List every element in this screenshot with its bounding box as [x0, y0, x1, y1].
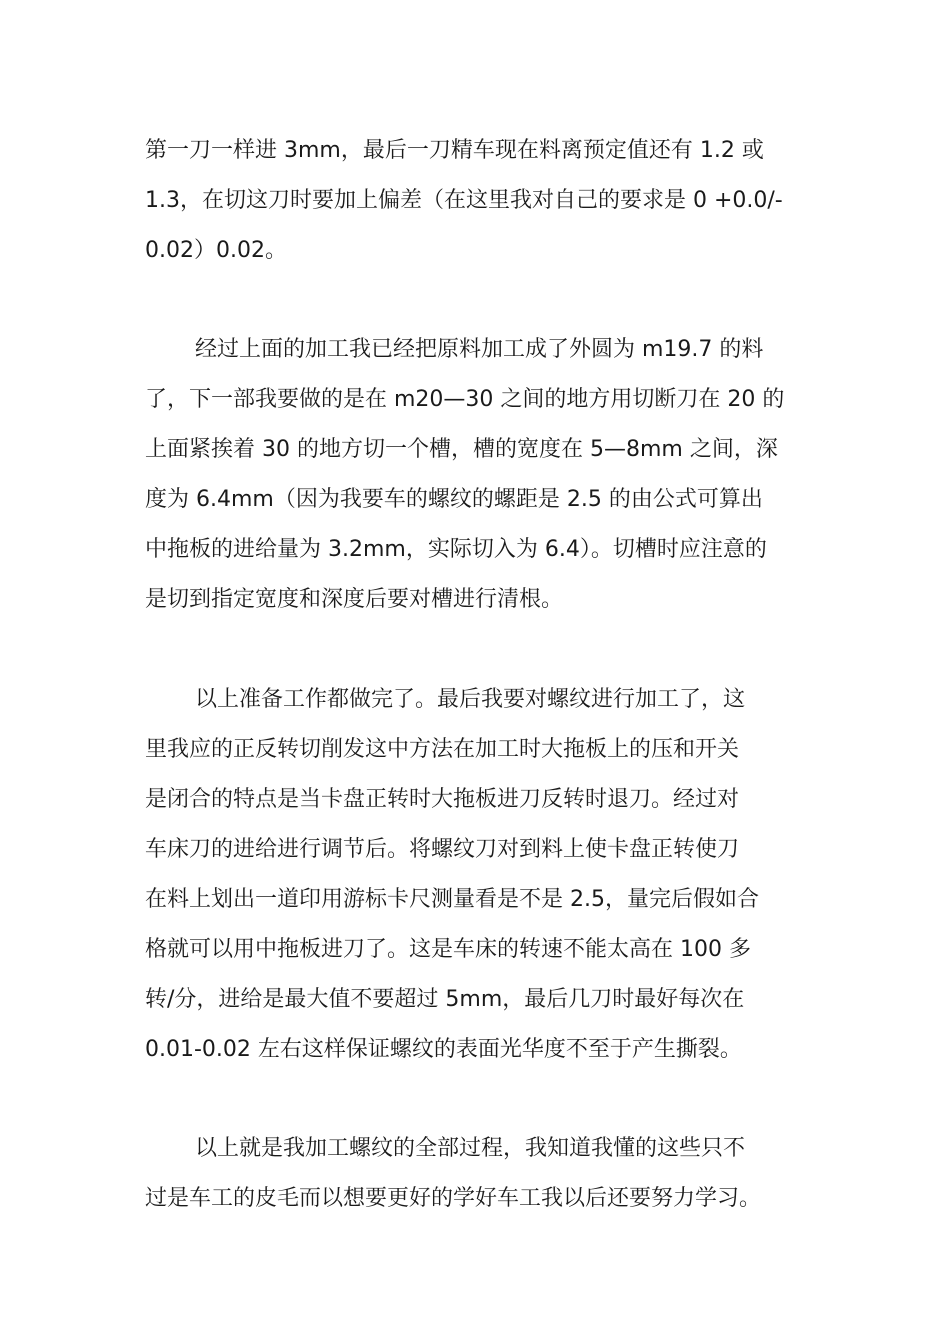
paragraph-line: 度为 6.4mm（因为我要车的螺纹的螺距是 2.5 的由公式可算出: [145, 487, 763, 512]
paragraph-3: [145, 675, 809, 1075]
paragraph-line: 0.01-0.02 左右这样保证螺纹的表面光华度不至于产生撕裂。: [145, 1037, 742, 1062]
paragraph-2: [145, 325, 809, 625]
paragraph-line: 了，下一部我要做的是在 m20—30 之间的地方用切断刀在 20 的: [145, 387, 785, 412]
paragraph-line: 第一刀一样进 3mm，最后一刀精车现在料离预定值还有 1.2 或: [145, 138, 764, 163]
paragraph-line: 0.02）0.02。: [145, 238, 287, 263]
paragraph-line: 里我应的正反转切削发这中方法在加工时大拖板上的压和开关: [145, 737, 740, 762]
paragraph-line: 是切到指定宽度和深度后要对槽进行清根。: [145, 587, 564, 612]
paragraph-line: 格就可以用中拖板进刀了。这是车床的转速不能太高在 100 多: [145, 937, 751, 962]
paragraph-line: 车床刀的进给进行调节后。将螺纹刀对到料上使卡盘正转使刀: [145, 837, 740, 862]
paragraph-line: 以上准备工作都做完了。最后我要对螺纹进行加工了，这: [195, 687, 746, 712]
paragraph-line: 以上就是我加工螺纹的全部过程，我知道我懂的这些只不: [195, 1136, 746, 1161]
paragraph-line: 中拖板的进给量为 3.2mm，实际切入为 6.4）。切槽时应注意的: [145, 537, 767, 562]
paragraph-line: 1.3，在切这刀时要加上偏差（在这里我对自己的要求是 0 +0.0/-: [145, 188, 783, 213]
paragraph-line: 转/分，进给是最大值不要超过 5mm，最后几刀时最好每次在: [145, 987, 745, 1012]
paragraph-line: 过是车工的皮毛而以想要更好的学好车工我以后还要努力学习。: [145, 1186, 762, 1211]
paragraph-4: [145, 1124, 809, 1224]
paragraph-1: [145, 126, 809, 276]
paragraph-line: 是闭合的特点是当卡盘正转时大拖板进刀反转时退刀。经过对: [145, 787, 740, 812]
paragraph-line: 上面紧挨着 30 的地方切一个槽，槽的宽度在 5—8mm 之间，深: [145, 437, 778, 462]
paragraph-line: 在料上划出一道印用游标卡尺测量看是不是 2.5，量完后假如合: [145, 887, 759, 912]
paragraph-line: 经过上面的加工我已经把原料加工成了外圆为 m19.7 的料: [195, 337, 764, 362]
